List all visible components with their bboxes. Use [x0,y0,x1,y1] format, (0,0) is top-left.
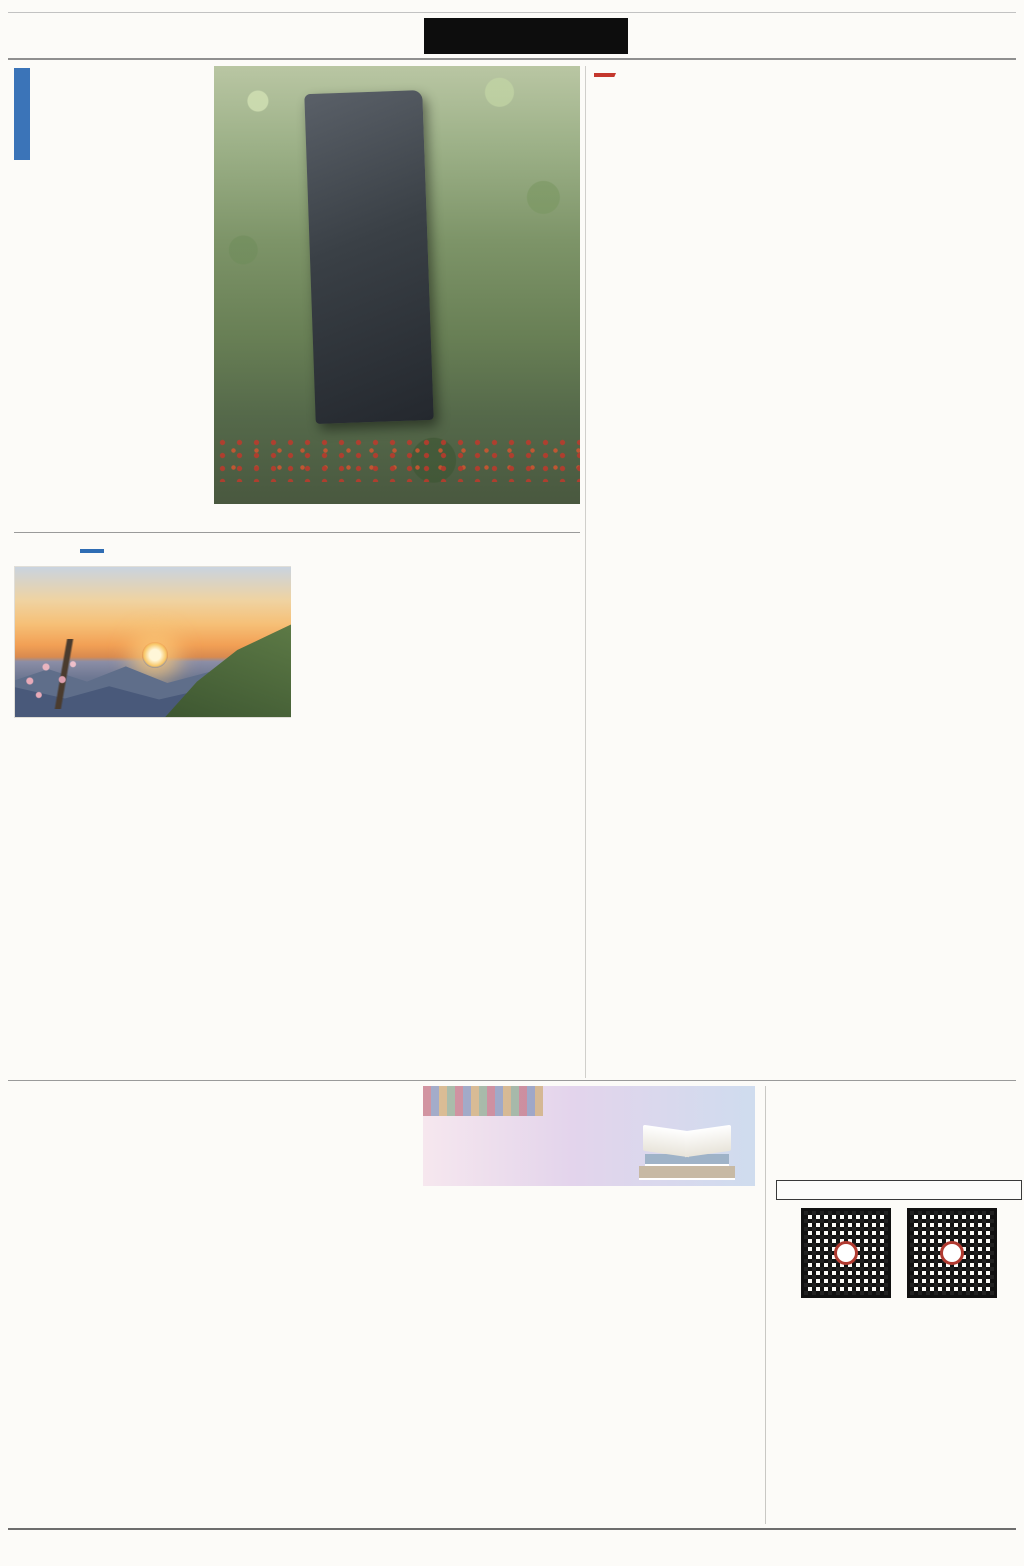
couplet-article-column-1 [14,1086,220,1524]
right-bottom-column [765,1086,1022,1524]
qr-code-row [776,1208,1022,1298]
couplet-article-middle [423,1086,755,1524]
blossom-branch [19,639,109,709]
mountain-article-column-2 [303,562,580,990]
couplet-article-column-5 [776,1086,1022,1176]
column-label-poverty-alleviation-stories [14,68,30,160]
monument-photo [214,66,580,504]
bottom-section [14,1086,1022,1524]
footer-rule [8,1528,1016,1530]
book-stack-bottom [639,1166,735,1180]
history-article-body [594,86,1022,954]
vertical-divider [585,66,586,1078]
photo-caption-row [214,508,580,528]
column-label-heart-station [80,549,104,553]
flower-bed [214,436,580,482]
open-book-right-page [685,1125,731,1157]
article-mountain-study [14,540,580,1078]
couplet-article-column-3 [423,1192,584,1524]
header-rule [8,58,1016,60]
monument-stone [304,90,433,424]
books-photo [629,1096,749,1180]
sun [142,642,168,668]
couplet-article-column-2 [230,1086,413,1524]
top-border-line [8,12,1016,13]
submission-notice-box [776,1180,1022,1200]
open-book [643,1124,731,1154]
bookshelf-photo [423,1086,543,1116]
section-title-box [424,18,628,54]
horizontal-divider-left [14,532,580,533]
newspaper-masthead [830,14,1017,55]
qr-code-weibo [907,1208,997,1298]
column-label-history-notes [594,73,616,77]
mountain-article-column-1 [14,562,291,990]
horizontal-divider-bottom [8,1080,1016,1081]
qr-code-wechat [801,1208,891,1298]
article-li-qingping-biography [14,66,206,526]
monument-inscription [364,110,375,422]
couplet-article-column-4 [594,1192,755,1524]
biography-title-block [14,66,108,320]
article-meixiang-chutou [594,64,1022,1078]
sunrise-photo [14,566,291,718]
couplet-article-banner [423,1086,755,1186]
open-book-left-page [643,1125,689,1157]
